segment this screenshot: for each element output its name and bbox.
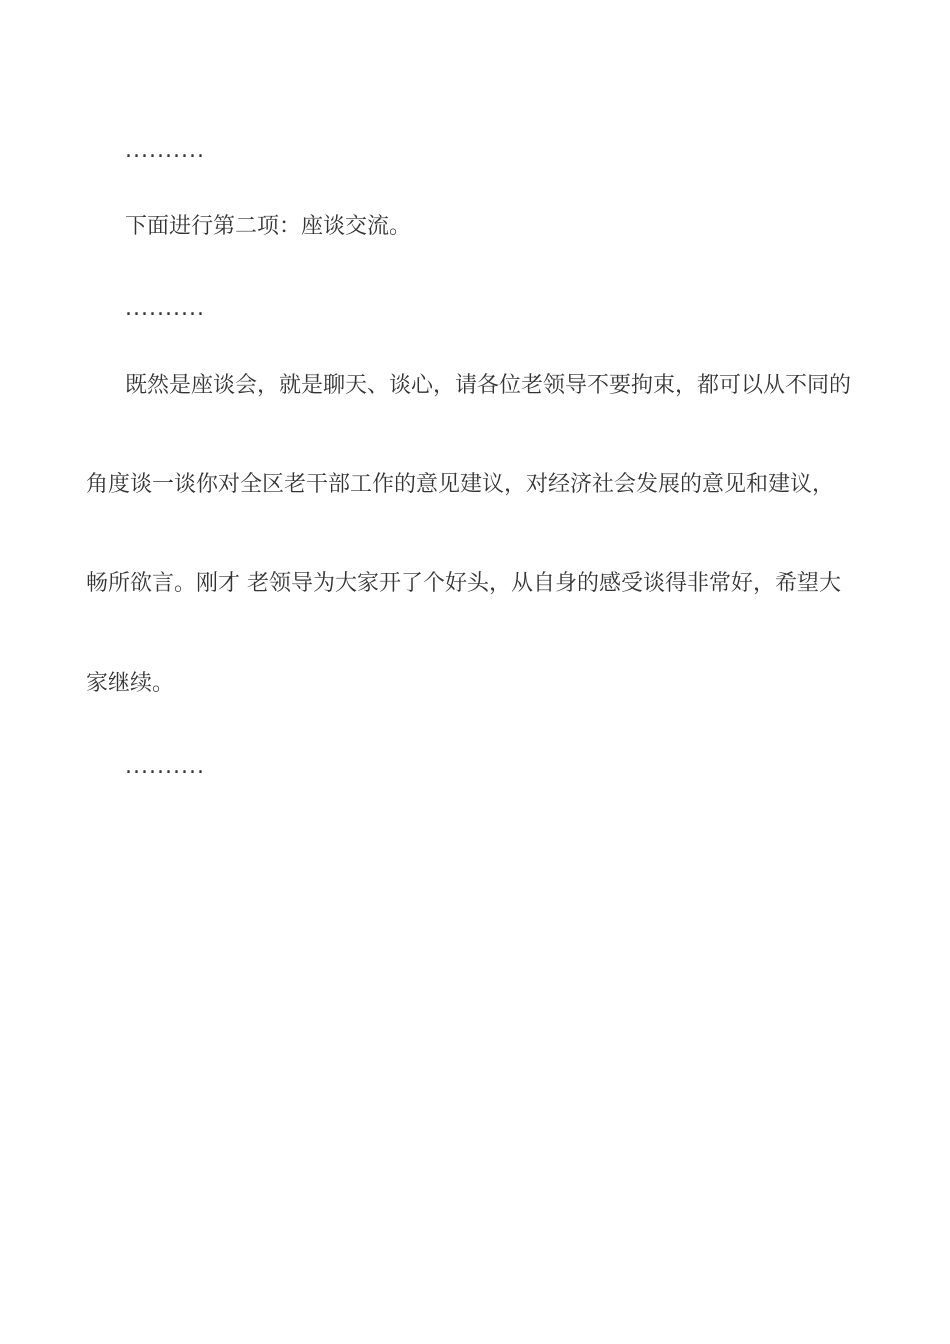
ellipsis-line-3: .......... xyxy=(125,754,205,779)
paragraph-line-2: 角度谈一谈你对全区老干部工作的意见建议，对经济社会发展的意见和建议， xyxy=(86,472,835,497)
ellipsis-line-2: .......... xyxy=(125,296,205,321)
paragraph-line-4: 家继续。 xyxy=(86,671,175,696)
paragraph-line-3: 畅所欲言。刚才 老领导为大家开了个好头，从自身的感受谈得非常好，希望大 xyxy=(86,571,841,596)
ellipsis-line-1: .......... xyxy=(125,138,205,163)
paragraph-line-1: 既然是座谈会，就是聊天、谈心，请各位老领导不要拘束，都可以从不同的 xyxy=(125,373,852,398)
agenda-item-text: 下面进行第二项：座谈交流。 xyxy=(125,214,412,239)
